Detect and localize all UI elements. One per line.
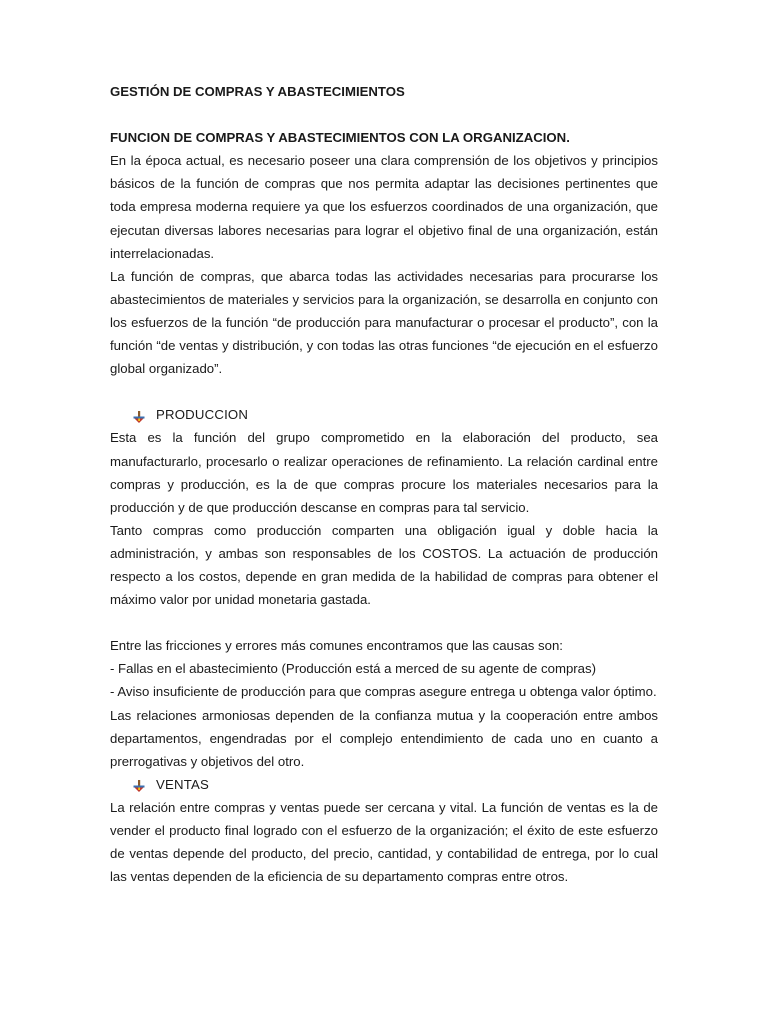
document-title: GESTIÓN DE COMPRAS Y ABASTECIMIENTOS	[110, 84, 405, 99]
spacer	[110, 611, 658, 634]
intro-paragraph-2: La función de compras, que abarca todas las actividades necesarias para procurarse los abastecimientos de materiales y servicios para la organización, se desarrolla en conjunto con los esfuerzos de la función “de producción para manufacturar o procesar el producto”, con la función “de ventas y distribución, y con todas las otras funciones “de ejecución en el esfuerzo global organizado”.	[110, 268, 658, 377]
friction-item-1: - Fallas en el abastecimiento (Producción está a merced de su agente de compras)	[110, 661, 596, 677]
produccion-paragraph-3: Las relaciones armoniosas dependen de la confianza mutua y la cooperación entre ambos departamentos, engendradas por el complejo entendimiento de cada uno en cuanto a prerrogativas y objetivos del otro.	[110, 707, 658, 769]
intro-paragraph-1: En la época actual, es necesario poseer una clara comprensión de los objetivos y principios básicos de la función de compras que nos permita adaptar las decisiones pertinentes que toda empresa moderna requiere ya que los esfuerzos coordinados de una organización, que ejecutan diversas labores necesarias para lograr el objetivo final de una organización, están interrelacionadas.	[110, 153, 658, 261]
arrow-down-bullet-icon	[132, 408, 146, 422]
bullet-ventas	[110, 773, 658, 796]
ventas-paragraph-1: La relación entre compras y ventas puede ser cercana y vital. La función de ventas es la de vender el producto final logrado con el esfuerzo de la organización; el éxito de este esfuerzo de ventas depende del producto, del precio, cantidad, y contabilidad de entrega, por lo cual las ventas dependen de la eficiencia de su departamento compras entre otros.	[110, 799, 658, 885]
bullet-label: PRODUCCION	[156, 407, 249, 423]
spacer	[110, 380, 658, 403]
arrow-down-bullet-icon	[132, 777, 146, 791]
frictions-intro: Entre las fricciones y errores más comunes encontramos que las causas son:	[110, 638, 563, 654]
produccion-paragraph-2: Tanto compras como producción comparten una obligación igual y doble hacia la administración, y ambas son responsables de los COSTOS. La actuación de producción respecto a los costos, depende en gran medida de la habilidad de compras para obtener el máximo valor por unidad monetaria gastada.	[110, 522, 658, 608]
bullet-label: VENTAS	[156, 776, 209, 792]
produccion-paragraph-1: Esta es la función del grupo comprometido en la elaboración del producto, sea manufacturarlo, procesarlo o realizar operaciones de refinamiento. La relación cardinal entre compras y producción, es la de que compras procure los materiales necesarios para la producción y de que producción descanse en compras para tal servicio.	[110, 430, 658, 515]
friction-item-2: - Aviso insuficiente de producción para que compras asegure entrega u obtenga valor óptimo.	[110, 684, 657, 700]
bullet-produccion	[110, 403, 658, 426]
spacer	[110, 103, 658, 126]
document-page	[110, 80, 658, 888]
section-title: FUNCION DE COMPRAS Y ABASTECIMIENTOS CON LA ORGANIZACION.	[110, 130, 570, 146]
